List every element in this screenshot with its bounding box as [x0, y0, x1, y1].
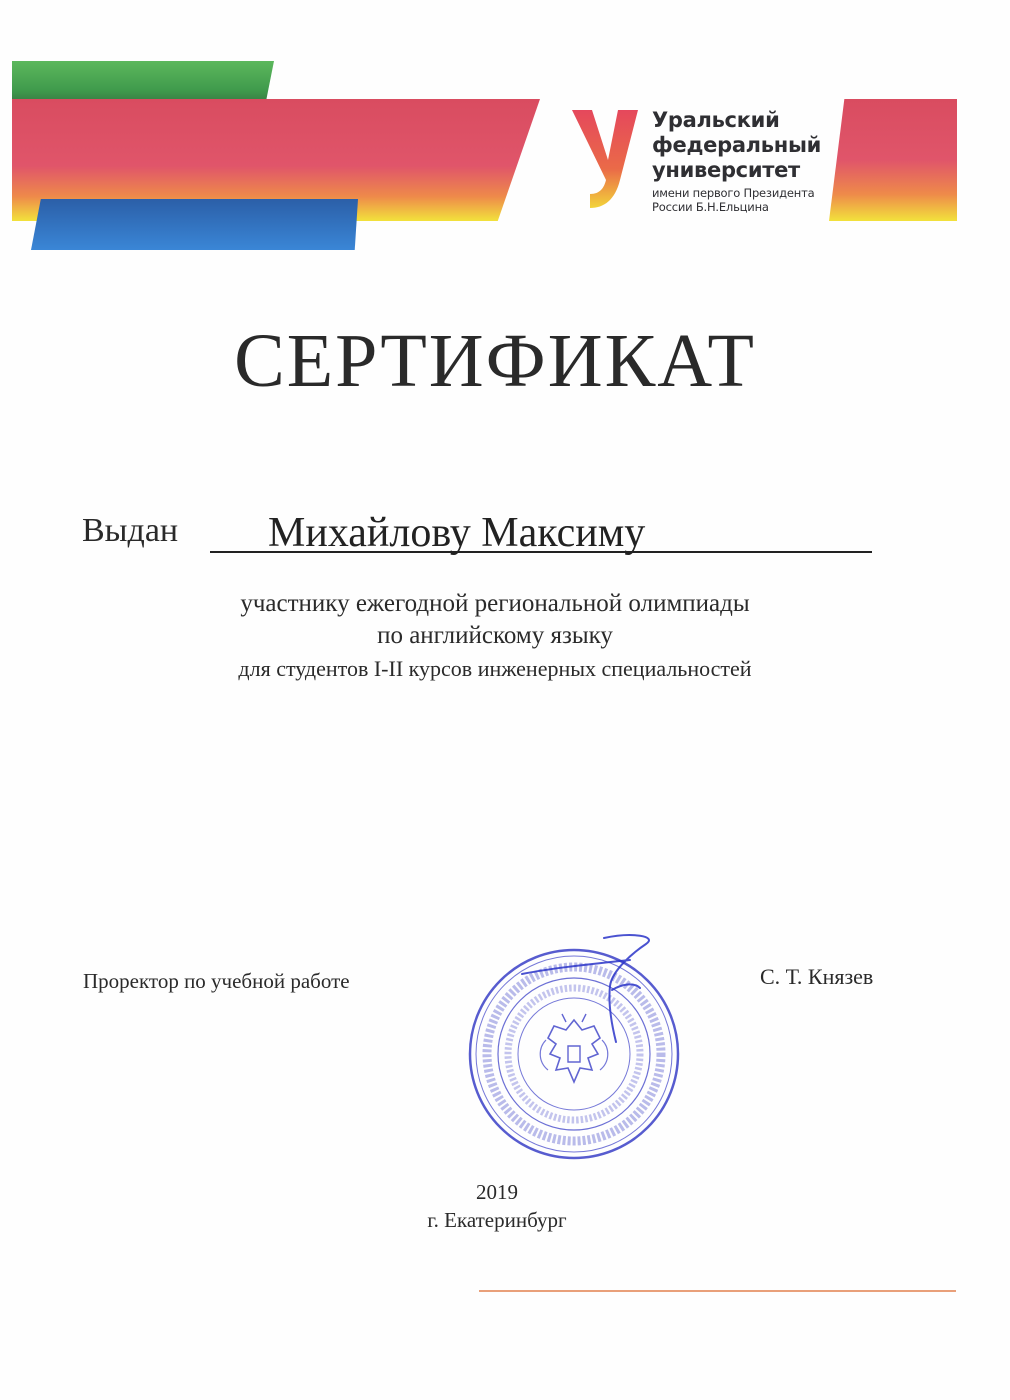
signatory-name: С. Т. Князев	[760, 964, 874, 989]
university-logo-text	[652, 108, 821, 214]
signatory-role: Проректор по учебной работе	[83, 969, 350, 993]
description-line-1: участнику ежегодной региональной олимпиады	[240, 590, 750, 617]
official-seal-icon	[462, 930, 692, 1166]
logo-name-line-3: университет	[652, 158, 800, 182]
issue-city: г. Екатеринбург	[427, 1208, 567, 1232]
header-stripe-blue	[31, 199, 358, 250]
issue-year: 2019	[476, 1180, 518, 1204]
logo-subtitle-line-2: России Б.Н.Ельцина	[652, 200, 769, 214]
recipient-line	[210, 505, 872, 556]
description-line-3: для студентов I-II курсов инженерных специальностей	[238, 656, 752, 681]
header-stripe-right	[829, 99, 957, 221]
recipient-name: Михайлову Максиму	[268, 510, 646, 556]
bottom-divider	[479, 1290, 956, 1292]
logo-subtitle-line-1: имени первого Президента	[652, 186, 815, 200]
logo-name-line-1: Уральский	[652, 108, 780, 132]
logo-name-line-2: федеральный	[652, 133, 822, 157]
university-logo-icon	[570, 108, 640, 212]
description-line-2: по английскому языку	[377, 622, 613, 649]
issued-label: Выдан	[82, 512, 179, 549]
certificate-title: СЕРТИФИКАТ	[234, 319, 756, 403]
